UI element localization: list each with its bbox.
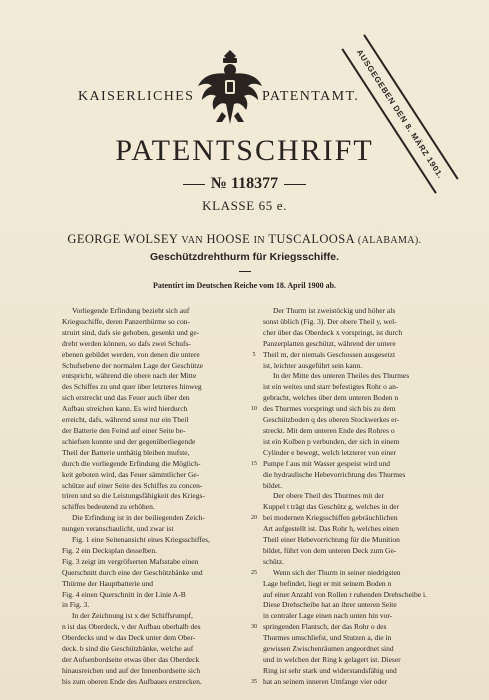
line-number: 20: [251, 515, 257, 522]
text-line: Vorliegende Erfindung bezieht sich auf: [72, 306, 190, 315]
text-line: ist, leichter ausgeführt sein kann.: [263, 360, 363, 370]
text-line: ist ein Kolben p verbunden, der sich in einem: [263, 436, 400, 446]
text-line: und in welchen der Ring k gelagert ist. Dieser: [263, 655, 401, 664]
text-line: bei modernen Kriegsschiffen gebräuchlichen: [263, 513, 398, 523]
line-number: 25: [251, 569, 257, 576]
text-line: Thürme der Hauptbatterie und: [62, 578, 154, 588]
dash-left: [183, 184, 205, 185]
text-line: Der Thurm ist zweistöckig und höher als: [273, 306, 396, 315]
text-line: triren und so die Leistungsfähigkeit des Kriegs-: [62, 491, 205, 501]
text-line: dreht werden können, so dafs zwei Schufs-: [62, 338, 191, 348]
text-line: springenden Flantsch, der das Rohr o des: [263, 622, 387, 632]
text-line: ist ein weites und starr befestigtes Rohr o an-: [263, 382, 399, 392]
text-line: auf einer Anzahl von Rollen r ruhenden Drehscheibe i.: [263, 589, 427, 599]
inventor-name: GEORGE WOLSEY: [67, 232, 178, 246]
dash-right: [284, 184, 306, 185]
text-line: durch die vorliegende Erfindung die Möglich-: [62, 458, 201, 468]
text-line: In der Mitte des unteren Theiles des Thurmes: [273, 371, 410, 381]
right-text-column: [263, 306, 445, 688]
text-line: Diese Drehscheibe hat an ihrer unteren Seite: [263, 600, 397, 610]
text-line: Theil der Batterie unthätig bleiben mufste,: [62, 447, 190, 457]
header-kaiserliches: KAISERLICHES: [78, 89, 195, 104]
text-line: gewissen Zwischenräumen angeordnet sind: [263, 644, 394, 654]
text-line: streckt. Mit dem unteren Ende des Rohres o: [263, 425, 395, 435]
text-line: gebracht, welches über dem unteren Boden n: [263, 393, 399, 403]
imperial-eagle-emblem: [196, 50, 264, 128]
text-line: der Aufsenbordseite etwas über das Oberdeck: [62, 655, 200, 664]
text-line: Thurmes umschliefst, und Stutzen a, die in: [263, 633, 392, 643]
text-line: bildet, führt von dem unteren Deck zum Ge-: [263, 545, 397, 555]
text-line: schiffes bedeutend zu erhöhen.: [62, 502, 155, 512]
text-line: Pumpe f aus mit Wasser gespeist wird und: [263, 458, 390, 468]
patent-subject: Geschützdrehthurm für Kriegsschiffe.: [149, 251, 340, 263]
header-patentamt: PATENTAMT.: [262, 89, 360, 104]
text-line: bis zum oberen Ende des Aufbaues erstrecken.: [62, 676, 202, 686]
text-line: schiefsen konnte und der gegenüberliegende: [62, 436, 196, 446]
text-line: Aufbau streichen kann. Es wird hierdurch: [62, 404, 188, 414]
text-line: deck. b sind die Geschützbänke, welche auf: [62, 644, 194, 654]
left-text-column: [62, 306, 244, 688]
text-line: sich erstreckt und das Feuer auch über den: [62, 393, 190, 403]
text-line: Kuppel t trägt das Geschütz g, welches in der: [263, 502, 399, 512]
text-line: hat an seinem inneren Umfange vier oder: [263, 676, 388, 686]
text-line: Panzerplatten geschützt, während der untere: [263, 338, 396, 348]
text-line: Geschützboden q des oberen Stockwerkes er-: [263, 415, 400, 425]
text-line: Fig. 2 ein Decksplan desselben.: [62, 545, 157, 555]
text-line: der Batterie den Feind auf einer Seite be-: [62, 425, 186, 435]
inventor-line: [0, 232, 489, 247]
text-line: keit geboten wird, das Feuer sämmtlicher Ge-: [62, 469, 200, 479]
document-title: PATENTSCHRIFT: [115, 134, 374, 167]
text-line: entspricht, während die obere nach der Mitte: [62, 371, 197, 381]
stamp-text: AUSGEGEBEN DEN 8. MÄRZ 1901.: [354, 47, 446, 181]
text-line: nungen veranschaulicht, und zwar ist: [62, 524, 174, 534]
line-number: 30: [251, 624, 257, 631]
inventor-in: IN: [253, 235, 266, 246]
patent-class: KLASSE 65 e.: [202, 198, 287, 213]
text-line: Art aufgestellt ist. Das Rohr h, welches einen: [263, 524, 400, 534]
text-line: Kriegsschiffe, deren Panzerthürme so con-: [62, 316, 190, 326]
text-line: In der Zeichnung ist x der Schiffsrumpf,: [72, 611, 193, 621]
patented-date: Patentirt im Deutschen Reiche vom 18. April 1900 ab.: [152, 281, 337, 290]
text-line: Schufsebene der normalen Lage der Geschütze: [62, 360, 203, 370]
line-number: 35: [251, 678, 257, 685]
text-line: Theil einer Hebevorrichtung für die Munition: [263, 535, 400, 545]
text-line: n ist das Oberdeck, v der Aufbau oberhalb des: [62, 622, 201, 632]
text-line: erreicht, dafs, während sonst nur ein Theil: [62, 415, 189, 425]
text-line: Lage befindet, liegt er mit seinem Boden n: [263, 578, 392, 588]
text-line: cher über das Oberdeck x vorspringt, ist durch: [263, 327, 403, 337]
text-line: Der obere Theil des Thurmes mit der: [273, 491, 384, 501]
patent-number-row: [0, 175, 489, 193]
text-line: Fig. 1 eine Seitenansicht eines Kriegsschiffes,: [72, 535, 210, 545]
text-line: Oberdecks und w das Deck unter dem Ober-: [62, 633, 196, 643]
text-line: hinausreichen und auf der Innenbordseite sich: [62, 665, 201, 675]
text-line: des Thurmes vorspringt und sich bis zu dem: [263, 404, 396, 414]
divider-rule: [239, 271, 251, 272]
text-line: schütze auf einer Seite des Schiffes zu concen-: [62, 480, 203, 490]
line-number: 5: [252, 351, 256, 358]
text-line: ebenen gebildet werden, von denen die untere: [62, 349, 200, 359]
issue-date-stamp: [341, 34, 458, 194]
inventor-state: (ALABAMA).: [357, 235, 422, 246]
inventor-van: VAN: [181, 235, 203, 246]
text-line: in centraler Lage einen nach unten hin vor-: [263, 611, 393, 621]
text-line: Wenn sich der Thurm in seiner niedrigsten: [273, 567, 401, 577]
text-line: Cylinder e bewegt, welch letzterer von einer: [263, 447, 397, 457]
text-line: schütz.: [263, 556, 285, 566]
text-line: sonst üblich (Fig. 3). Der obere Theil y, wel-: [263, 316, 397, 326]
text-line: Ring ist sehr stark und widerstandsfähig und: [263, 665, 397, 675]
text-line: Die Erfindung ist in der beiliegenden Zeich-: [72, 513, 205, 523]
text-line: bildet.: [263, 480, 282, 490]
text-line: des Schiffes zu und quer über letzteres hinweg: [62, 382, 202, 392]
patent-number: № 118377: [210, 175, 279, 192]
text-line: in Fig. 3.: [62, 600, 90, 610]
text-line: Querschnitt durch eine der Geschützbänke und: [62, 567, 203, 577]
inventor-city: TUSCALOOSA: [268, 232, 355, 246]
inventor-surname: HOOSE: [206, 232, 251, 246]
text-line: Theil m, der niemals Geschossen ausgesetzt: [263, 349, 396, 359]
line-number: 10: [251, 406, 257, 413]
text-line: Fig. 3 zeigt im vergröfserten Mafsstabe einen: [62, 556, 199, 566]
text-line: struirt sind, dafs sie gehoben, gesenkt und ge-: [62, 327, 200, 337]
line-number: 15: [251, 460, 257, 467]
text-line: die hydraulische Hebevorrichtung des Thurmes: [263, 469, 406, 479]
text-line: Fig. 4 einen Querschnitt in der Linie A-B: [62, 589, 186, 599]
